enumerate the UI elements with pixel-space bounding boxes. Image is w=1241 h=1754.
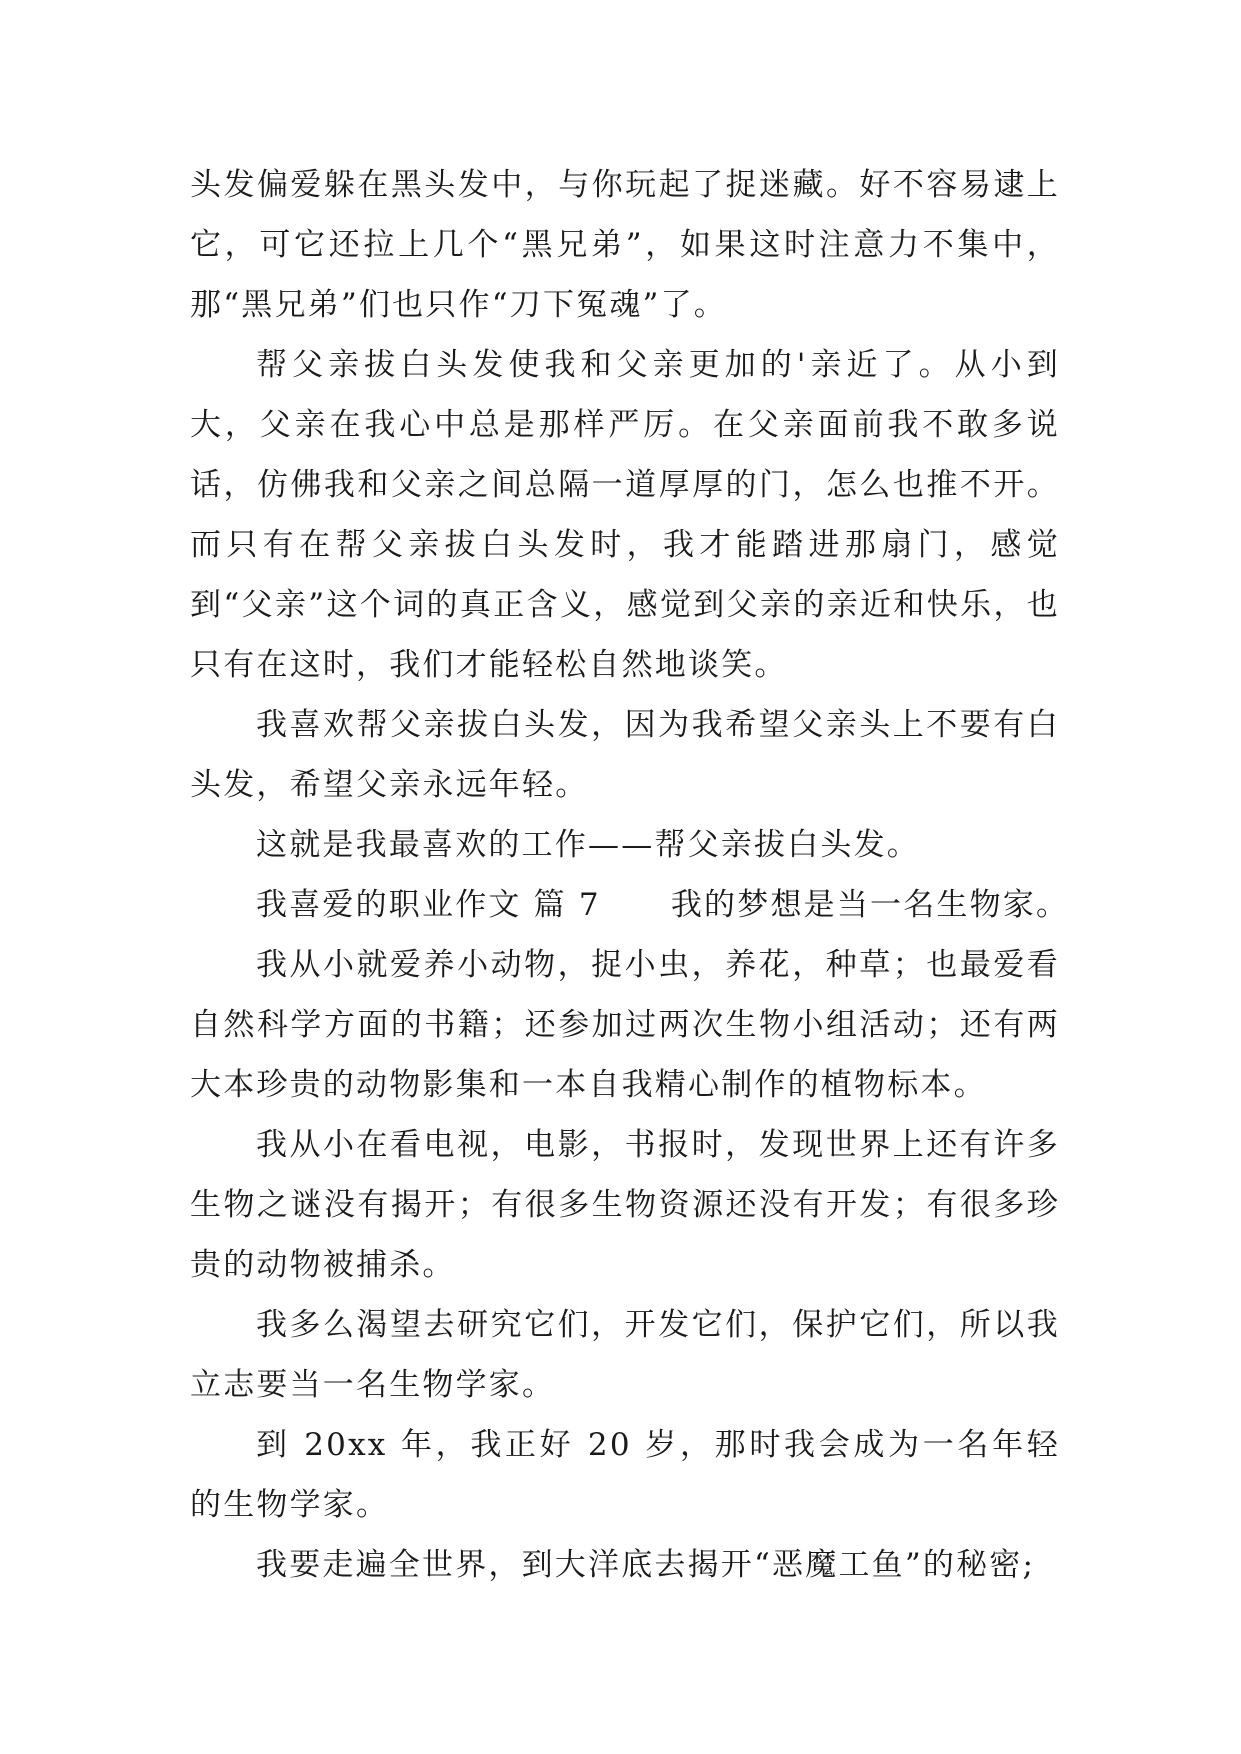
paragraph-4: 这就是我最喜欢的工作——帮父亲拔白头发。 xyxy=(256,827,920,863)
paragraph-6: 我从小在看电视，电影，书报时，发现世界上还有许多生物之谜没有揭开；有很多生物资源还没有开发；有很多珍贵的动物被捕杀。 xyxy=(190,1127,1060,1283)
paragraph-2: 帮父亲拔白头发使我和父亲更加的'亲近了。从小到大，父亲在我心中总是那样严厉。在父亲面前我不敢多说话，仿佛我和父亲之间总隔一道厚厚的门，怎么也推不开。而只有在帮父亲拔白头发时，我才能踏进那扇门，感觉到“父亲”这个词的真正含义，感觉到父亲的亲近和快乐，也只有在这时，我们才能轻松自然地谈笑。 xyxy=(190,347,1060,683)
paragraph-8: 到 20xx 年，我正好 20 岁，那时我会成为一名年轻的生物学家。 xyxy=(190,1427,1060,1523)
section-heading-line xyxy=(190,875,1070,935)
paragraph-5: 我从小就爱养小动物，捉小虫，养花，种草；也最爱看自然科学方面的书籍；还参加过两次生物小组活动；还有两大本珍贵的动物影集和一本自我精心制作的植物标本。 xyxy=(190,947,1060,1103)
paragraph-1: 头发偏爱躲在黑头发中，与你玩起了捉迷藏。好不容易逮上它，可它还拉上几个“黑兄弟”，如果这时注意力不集中，那“黑兄弟”们也只作“刀下冤魂”了。 xyxy=(190,167,1060,323)
section-first-sentence: 我的梦想是当一名生物家。 xyxy=(670,887,1070,923)
paragraph-9: 我要走遍全世界，到大洋底去揭开“恶魔工鱼”的秘密; xyxy=(256,1547,1036,1583)
document-body xyxy=(190,155,1070,1595)
paragraph-7: 我多么渴望去研究它们，开发它们，保护它们，所以我立志要当一名生物学家。 xyxy=(190,1307,1060,1403)
paragraph-3: 我喜欢帮父亲拔白头发，因为我希望父亲头上不要有白头发，希望父亲永远年轻。 xyxy=(190,707,1060,803)
section-heading-title: 我喜爱的职业作文 篇 7 xyxy=(256,887,601,923)
